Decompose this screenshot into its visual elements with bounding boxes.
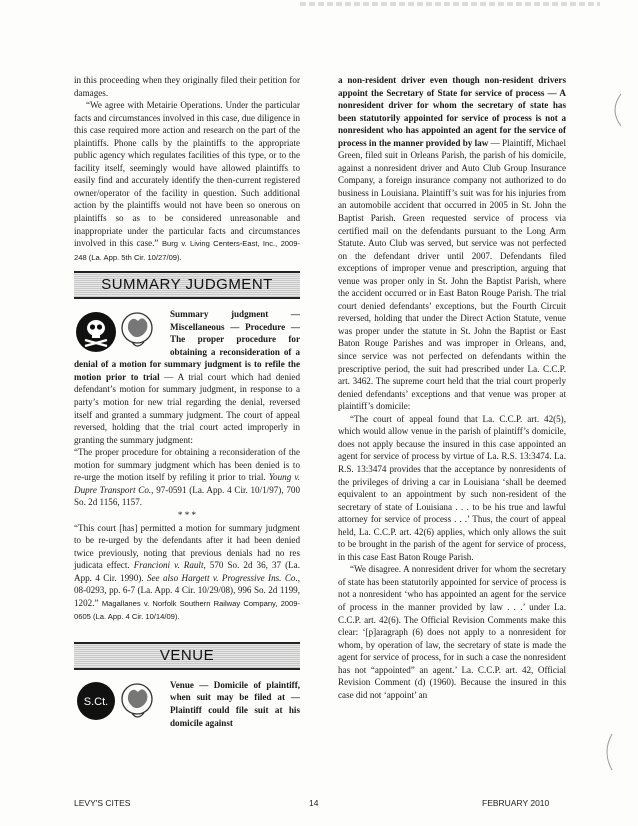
quote-young-dupre [74,446,300,509]
left-para-2-citation: Burg v. Living Centers-East, Inc., 2009-248 (La. App. 5th Cir. 10/27/09). [74,239,301,262]
margin-bracket-mark [603,90,627,130]
case-hargett: See also Hargett v. Progressive Ins. Co. [146,572,298,583]
section-header-summary-judgment [74,271,300,299]
cite-young-dupre: , 97-0591 (La. App. 4 Cir. 10/1/97), 700 So. 2d 1156, 1157. [74,484,300,508]
headnote-icons-2 [74,679,164,725]
right-headnote-text: — Plaintiff, Michael Green, filed suit in Orleans Parish, the parish of his domicile, against a nonresident driver and Auto Club Group Insurance Company, a foreign insurance company not authorized to do business in Louisiana. Plaintiff’s suit was for his injuries from an automobile accident that occurred in 2005 in St. John the Baptist Parish. Green requested service of process via certified mail on the defendants pursuant to the Long Arm Statute. Auto Club was served, but service was not perfected on the defendant driver until 2007. Defendants filed exceptions of improper venue and prescription, arguing that venue was proper only in St. John the Baptist Parish, where the accident occurred or in East Baton Rouge Parish. The trial court denied defendants’ exceptions, but the Fourth Circuit reversed, holding that under the Direct Action Statute, venue was proper under the statute in St. John the Baptist or East Baton Rouge Parishes and was improper in Orleans, and, since service was not perfected on defendants within the prescriptive period, the suit had prescribed under La. C.C.P. art. 3462. The supreme court held that the trial court properly denied defendants’ exceptions and that venue was proper at plaintiff’s domicile: [338,137,566,412]
sct-badge-text: S.Ct. [83,695,109,708]
headnote-icons-1 [74,308,164,354]
right-para-2: “The court of appeal found that La. C.C.P. art. 42(5), which would allow venue in the parish of plaintiff’s domicile, does not apply because the insured in this case appointed an agent for service of process by virtue of La. R.S. 13:3474. La. R.S. 13:3474 provides that the acceptance by nonresidents of the privileges of driving a car in Louisiana ‘shall be deemed equivalent to an appointment by such non-resident of the secretary of state of Louisiana . . . to be his true and lawful attorney for service of process . . .’ Thus, the court of appeal held, La. C.C.P. art. 42(6) applies, which only allows the suit to be brought in the parish of the agent for service of process, in this case East Baton Rouge Parish. [338,413,566,562]
section-title-summary-judgment: SUMMARY JUDGMENT [101,275,273,293]
right-headnote [338,74,566,413]
right-para-3: “We disagree. A nonresident driver for whom the secretary of state has been statutorily appointed for service of process is not a nonresident ‘who has appointed an agent for the service of process in the manner provided by law . . .’ under La. C.C.P. art. 42(6). The Official Revision Comments make this clear: ‘[p]aragraph (6) does not apply to a nonresident for whom, by operation of law, the secretary of state is made the agent for service of process, for in such a case the nonresident has not “appointed” an agent.’ La. C.C.P. art. 42, Official Revision Comment (d) (1960). Because the insured in this case did not ‘appoint’ an [338,564,566,700]
case-francioni: Francioni v. Rault [133,560,204,571]
quote-francioni-text: “This court [has] permitted a motion for summary judgment to be re-urged by the defendants after it had been denied twice previously, noting that previous denials had no res judicata effect. [74,522,300,571]
cite-hargett: , 08-0293, pp. 6-7 (La. App. 4 Cir. 10/29/08), 996 So. 2d 1199, 1202.” [74,572,300,608]
quote-francioni [74,522,300,624]
supreme-court-and-hand-icon [74,679,164,725]
cite-francioni: , 570 So. 2d 36, 37 (La. App. 4 Cir. 1990). [74,560,300,583]
right-column [338,74,566,701]
left-column [74,74,300,729]
left-para-2 [74,99,300,264]
section-title-venue: VENUE [159,646,215,664]
quote-young-dupre-text: “The proper procedure for obtaining a reconsideration of the motion for summary judgment which has been denied is to re-urge the motion itself by refiling it prior to trial. [74,447,300,483]
citation-magallanes: Magallanes v. Norfolk Southern Railway Company, 2009-0605 (La. App. 4 Cir. 10/14/09). [74,598,300,622]
headnote-venue-bold: Venue — Domicile of plaintiff, when suit may be filed at — Plaintiff could file suit at his domicile against [170,679,300,728]
case-young-dupre: Young v. Dupre Transport Co. [74,472,300,495]
headnote-summary-judgment-text: — A trial court which had denied defendant’s motion for summary judgment, in response to a party’s motion for new trial regarding the denial, reversed itself and granted a summary judgment. The court of appeal reversed, holding that the trial court acted improperly in granting the summary judgment: [74,371,300,445]
right-headnote-bold: a non-resident driver even though non-resident drivers appoint the Secretary of State for service of process — A nonresident driver for whom the secretary of state has been statutorily appointed for service of process is not a nonresident who has appointed an agent for the service of process in the manner provided by law [338,75,566,148]
headnote-venue [74,679,300,729]
footer-publication: LEVY'S CITES [74,798,131,808]
headnote-summary-judgment [74,308,300,446]
left-para-1: in this proceeding when they originally filed their petition for damages. [74,75,300,98]
headnote-summary-judgment-bold: Summary judgment — Miscellaneous — Procedure — The proper procedure for obtaining a reconsideration of a denial of a motion for summary judgment is to refile the motion prior to trial [74,309,300,382]
footer-date: FEBRUARY 2010 [482,798,550,808]
left-para-2-text: “We agree with Metairie Operations. Under the particular facts and circumstances involved in this case, due diligence in this case required more action and research on the part of the plaintiffs. Phone calls by the plaintiffs to the appropriate public agency which regulates facilities of this type, or to the facility itself, seemingly would have allowed plaintiffs to easily find and accurately identify the then-current registered owner/operator of the facility in question. Such additional action by the plaintiffs would not have been so onerous on plaintiffs so as to be considered unreasonable and inappropriate under the particular facts and circumstances involved in this case.” [74,100,300,249]
section-header-venue [74,642,300,670]
top-scan-strip [300,2,600,6]
section-break-stars: * * * [177,509,197,520]
footer-page-number: 14 [309,798,319,808]
skull-and-hand-icon [74,308,164,354]
margin-bracket-mark-lower [598,730,618,774]
